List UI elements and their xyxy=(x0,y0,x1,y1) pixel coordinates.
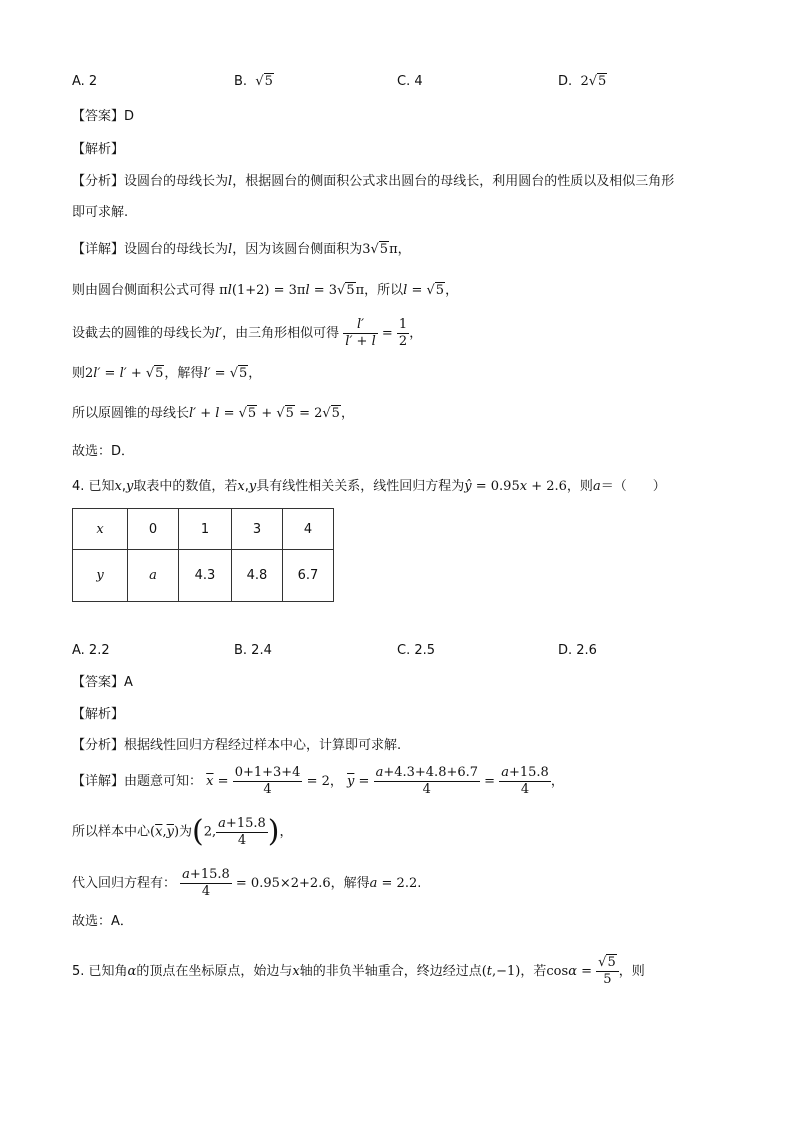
q3-xiangjie-line1: 【详解】设圆台的母线长为l，因为该圆台侧面积为3√5π， xyxy=(72,242,411,257)
q3-option-d xyxy=(558,72,607,92)
q4-option-d: D. 2.6 xyxy=(558,643,597,658)
table-cell: a xyxy=(128,550,179,602)
q3-choose: 故选：D． xyxy=(72,444,135,459)
table-row xyxy=(73,550,334,602)
q4-xiangjie-line3: 代入回归方程有： $\frac{a+15.8}{4}$ = 0.95×2+2.6，解得a = 2.2. xyxy=(72,867,422,899)
q3-fenxi-line1: 【分析】设圆台的母线长为l，根据圆台的侧面积公式求出圆台的母线长，利用圆台的性质以及相似三角形 xyxy=(72,174,675,189)
table-cell: 4.8 xyxy=(232,550,283,602)
q4-xiangjie-line2: 所以样本中心$(\overline{x},\overline{y})$为(2, $\frac{a+15.8}{4}$ )， xyxy=(72,814,293,849)
q3-answer xyxy=(72,107,134,127)
q3-option-c: C. 4 xyxy=(397,74,423,89)
q4-option-b: B. 2.4 xyxy=(234,643,272,658)
data-table xyxy=(72,508,334,602)
option-label: B. xyxy=(234,74,248,89)
table-cell: 3 xyxy=(232,509,283,550)
table-cell: y xyxy=(73,550,128,602)
q4-option-a: A. 2.2 xyxy=(72,643,110,658)
q3-xiangjie-line5: 所以原圆锥的母线长l′ + l = √5 + √5 = 2√5， xyxy=(72,406,354,421)
q4-xiangjie-line1: 【详解】由题意可知： $\overline{x}$ = $\frac{0+1+3+4}{4}$ = 2， $\overline{y}$ = $\frac{a+4.3+4.8+6.7}{4}$ = $\frac{a+15.8}{4}$ ， xyxy=(72,765,564,797)
q4-stem: 4. 已知x,y取表中的数值，若x,y具有线性相关关系，线性回归方程为ŷ = 0.95x + 2.6，则a＝（ ） xyxy=(72,479,666,494)
table-cell: 1 xyxy=(179,509,232,550)
sqrt-expression: √5 xyxy=(251,74,273,89)
q3-xiangjie-line2: 则由圆台侧面积公式可得 πl(1+2) = 3πl = 3√5π，所以l = √5， xyxy=(72,283,459,298)
table-cell: 6.7 xyxy=(283,550,334,602)
q4-choose: 故选：A． xyxy=(72,914,133,929)
q3-option-a: A. 2 xyxy=(72,74,98,89)
answer-value: D xyxy=(124,109,135,124)
q4-answer: 【答案】A xyxy=(72,675,133,690)
q4-fenxi: 【分析】根据线性回归方程经过样本中心，计算即可求解. xyxy=(72,738,402,753)
table-cell: 4 xyxy=(283,509,334,550)
table-cell: x xyxy=(73,509,128,550)
q3-xiangjie-line3: 设截去的圆锥的母线长为l′，由三角形相似可得 $\frac{l'}{l' + l}$ = $\frac{1}{2}$ ， xyxy=(72,317,423,349)
answer-tag: 【答案】 xyxy=(72,109,125,124)
q4-option-c: C. 2.5 xyxy=(397,643,436,658)
q3-analysis-tag: 【解析】 xyxy=(72,142,125,157)
similar-ratio-fraction: $\frac{l'}{l' + l}$ xyxy=(345,317,376,349)
option-label: D. xyxy=(558,74,573,89)
table-cell: 0 xyxy=(128,509,179,550)
table-cell: 4.3 xyxy=(179,550,232,602)
q5-stem: 5. 已知角α的顶点在坐标原点，始边与x轴的非负半轴重合，终边经过点(t,−1)，若cosα = $\frac{√5}{5}$ ，则 xyxy=(72,955,645,987)
table-row xyxy=(73,509,334,550)
sqrt-expression: 2√5 xyxy=(580,74,607,89)
q4-analysis-tag: 【解析】 xyxy=(72,707,125,722)
q3-xiangjie-line4: 则2l′ = l′ + √5，解得l′ = √5， xyxy=(72,366,262,381)
q3-option-b xyxy=(234,72,274,92)
q3-fenxi-line2: 即可求解. xyxy=(72,205,129,220)
